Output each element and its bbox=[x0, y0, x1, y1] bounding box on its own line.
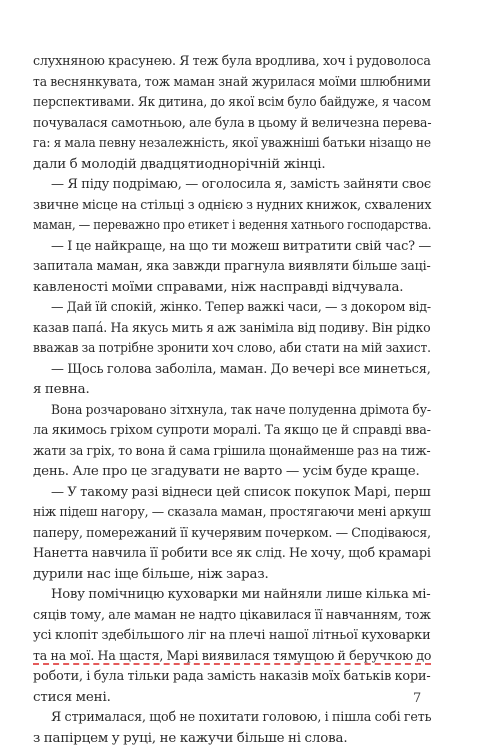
text-line: роботи, і була тільки рада замість наказів моїх батьків кори- bbox=[33, 667, 413, 688]
text-line: з папірцем у руці, не кажучи більше ні слова. bbox=[33, 729, 431, 749]
text-line: запитала маман, яка завжди прагнула виявляти більше заці- bbox=[33, 257, 407, 278]
text-line: усі клопіт здебільшого ліг на плечі нашої літньої куховарки bbox=[33, 626, 417, 647]
spellcheck-underline bbox=[33, 663, 431, 665]
text-line: — Щось голова заболіла, маман. До вечері все минеться, bbox=[34, 360, 418, 381]
text-line: паперу, помережаний її кучерявим почерком. — Сподіваюся, bbox=[33, 524, 404, 545]
text-line: кавленості моїми справами, ніж насправді відчувала. bbox=[33, 278, 431, 299]
text-line: Нанетта навчила її робити все як слід. Не хочу, щоб крамарі bbox=[33, 544, 411, 565]
text-line: — І це найкраще, на що ти можеш витратити свій час? — bbox=[34, 237, 417, 258]
text-line: га: я мала певну незалежність, якої уважніші батьки нізащо не bbox=[33, 134, 395, 155]
text-line: та на мої. На щастя, Марі виявилася тямущою й беручкою до bbox=[33, 647, 406, 668]
text-line: сяців тому, але маман не надто цікавилася її навчанням, тож bbox=[33, 606, 407, 627]
text-line: маман, — переважно про етикет і ведення хатнього господарства. bbox=[33, 216, 378, 237]
text-line: вважав за потрібне зронити хоч слово, аби стати на мій захист. bbox=[33, 339, 394, 360]
text-line: та веснянкувата, тож маман знай журилася моїми шлюбними bbox=[33, 73, 401, 94]
text-line: стися мені. bbox=[33, 688, 431, 709]
text-line: ла якимось гріхом супроти моралі. Та якщо це й справді вва- bbox=[33, 421, 410, 442]
text-line: Нову помічницю куховарки ми найняли лише кілька мі- bbox=[33, 585, 423, 606]
text-line: день. Але про це згадувати не варто — усім буде краще. bbox=[33, 462, 431, 483]
text-line: почувалася самотньою, але була в цьому й величезна перева- bbox=[33, 114, 404, 135]
text-line: Вона розчаровано зітхнула, так наче полуденна дрімота бу- bbox=[35, 401, 399, 422]
text-line: — У такому разі віднеси цей список покупок Марі, перш bbox=[34, 483, 421, 504]
body-text bbox=[33, 52, 431, 749]
text-line: — Дай їй спокій, жінко. Тепер важкі часи, — з докором від- bbox=[34, 298, 404, 319]
text-line: я певна. bbox=[33, 380, 431, 401]
text-line: слухняною красунею. Я теж була вродлива, хоч і рудоволоса bbox=[33, 52, 408, 73]
text-line: звичне місце на стільці з однією з нудних книжок, схвалених bbox=[33, 196, 407, 217]
text-line: жати за гріх, то вона й сама грішила щонайменше раз на тиж- bbox=[33, 442, 399, 463]
text-line: казав папá. На якусь мить я аж заніміла від подиву. Він рідко bbox=[33, 319, 405, 340]
text-line: дали б молодій двадцятиоднорічній жінці. bbox=[33, 155, 431, 176]
text-line: — Я піду подрімаю, — оголосила я, замість зайняти своє bbox=[34, 175, 421, 196]
page-number: 7 bbox=[413, 691, 421, 706]
text-line: перспективами. Як дитина, до якої всім було байдуже, я часом bbox=[33, 93, 395, 114]
text-line: дурили нас іще більше, ніж зараз. bbox=[33, 565, 431, 586]
text-line: ніж підеш нагору, — сказала маман, простягаючи мені аркуш bbox=[33, 503, 401, 524]
text-line: Я стрималася, щоб не похитати головою, і пішла собі геть bbox=[34, 708, 411, 729]
